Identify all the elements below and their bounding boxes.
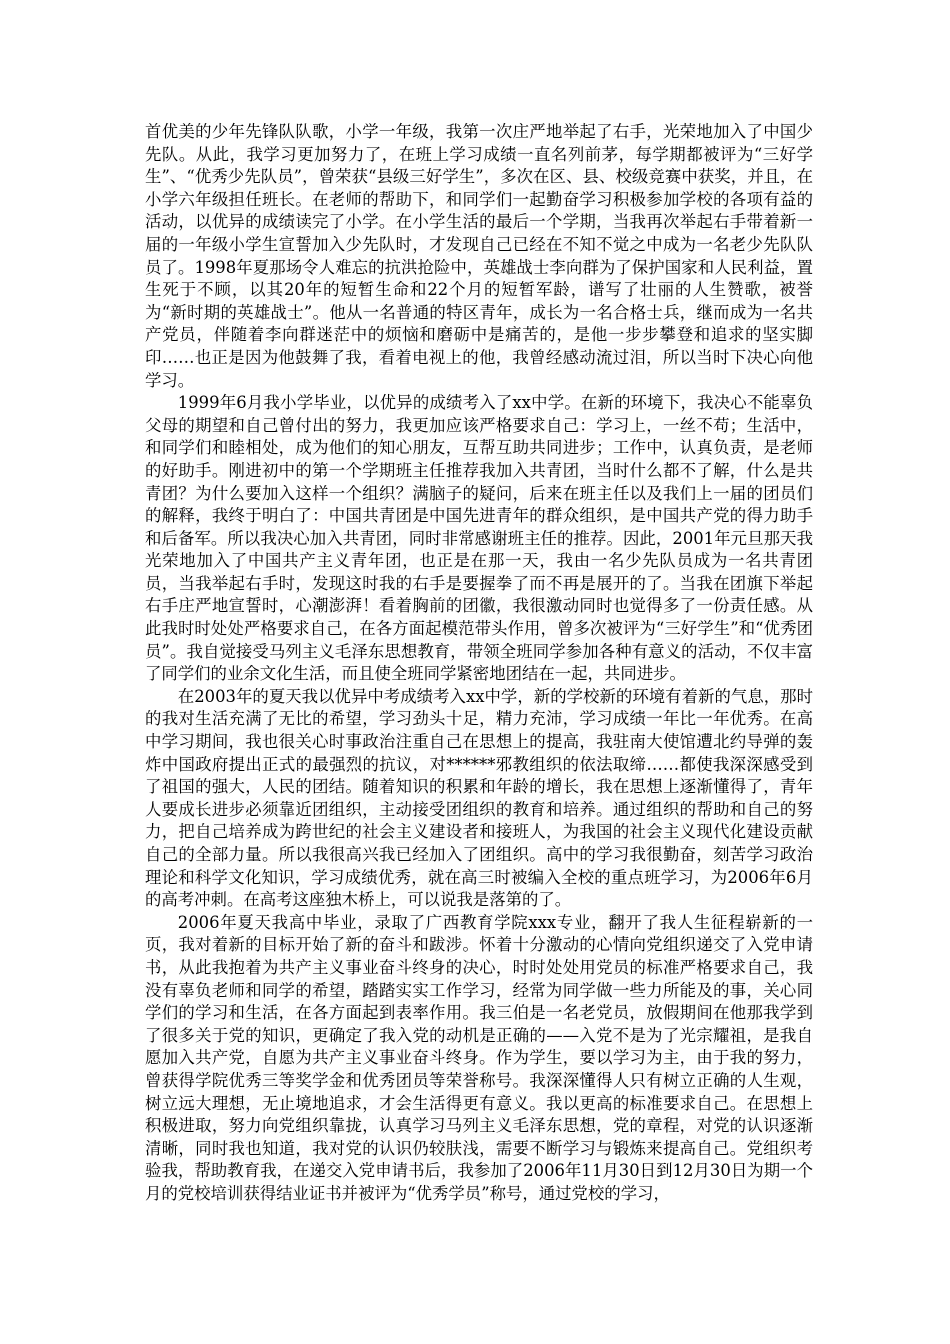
paragraph-primary-school: 首优美的少年先锋队队歌，小学一年级，我第一次庄严地举起了右手，光荣地加入了中国少先队。从此，我学习更加努力了，在班上学习成绩一直名列前茅，每学期都被评为“三好学生”、“优秀少先队员”，曾荣获“县级三好学生”，多次在区、县、校级竞赛中获奖，并且，在小学六年级担任班长。在老师的帮助下，和同学们一起勤奋学习积极参加学校的各项有益的活动，以优异的成绩读完了小学。在小学生活的最后一个学期，当我再次举起右手带着新一届的一年级小学生宣誓加入少先队时，才发现自己已经在不知不觉之中成为一名老少先队队员了。1998年夏那场令人难忘的抗洪抢险中，英雄战士李向群为了保护国家和人民利益，置生死于不顾，以其20年的短暂生命和22个月的短暂军龄，谱写了壮丽的人生赞歌，被誉为“新时期的英雄战士”。他从一名普通的特区青年，成长为一名合格士兵，继而成为一名共产党员，伴随着李向群迷茫中的烦恼和磨砺中是痛苦的，是他一步步攀登和追求的坚实脚印……也正是因为他鼓舞了我，看着电视上的他，我曾经感动流过泪，所以当时下决心向他学习。 xyxy=(145,122,813,390)
document-body xyxy=(145,121,813,1206)
paragraph-middle-school: 1999年6月我小学毕业，以优异的成绩考入了xx中学。在新的环境下，我决心不能辜负父母的期望和自己曾付出的努力，我更加应该严格要求自己：学习上，一丝不苟；生活中，和同学们和睦相处，成为他们的知心朋友，互帮互助共同进步；工作中，认真负责，是老师的好助手。刚进初中的第一个学期班主任推荐我加入共青团，当时什么都不了解，什么是共青团？为什么要加入这样一个组织？满脑子的疑问，后来在班主任以及我们上一届的团员们的解释，我终于明白了：中国共青团是中国先进青年的群众组织，是中国共产党的得力助手和后备军。所以我决心加入共青团，同时非常感谢班主任的推荐。因此，2001年元旦那天我光荣地加入了中国共产主义青年团，也正是在那一天，我由一名少先队员成为一名共青团员，当我举起右手时，发现这时我的右手是要握拳了而不再是展开的了。当我在团旗下举起右手庄严地宣誓时，心潮澎湃！看着胸前的团徽，我很激动同时也觉得多了一份责任感。从此我时时处处严格要求自己，在各方面起模范带头作用，曾多次被评为“三好学生”和“优秀团员”。我自觉接受马列主义毛泽东思想教育，带领全班同学参加各种有意义的活动，不仅丰富了同学们的业余文化生活，而且使全班同学紧密地团结在一起，共同进步。 xyxy=(145,393,813,684)
paragraph-high-school: 在2003年的夏天我以优异中考成绩考入xx中学，新的学校新的环境有着新的气息，那时的我对生活充满了无比的希望，学习劲头十足，精力充沛，学习成绩一年比一年优秀。在高中学习期间，我也很关心时事政治注重自己在思想上的提高，我驻南大使馆遭北约导弹的轰炸中国政府提出正式的最强烈的抗议，对******邪教组织的依法取缔……都使我深深感受到了祖国的强大，人民的团结。随着知识的积累和年龄的增长，我在思想上逐渐懂得了，青年人要成长进步必须靠近团组织，主动接受团组织的教育和培养。通过组织的帮助和自己的努力，把自己培养成为跨世纪的社会主义建设者和接班人，为我国的社会主义现代化建设贡献自己的全部力量。所以我很高兴我已经加入了团组织。高中的学习我很勤奋，刻苦学习政治理论和科学文化知识，学习成绩优秀，就在高三时被编入全校的重点班学习，为2006年6月的高考冲刺。在高考这座独木桥上，可以说我是落第的了。 xyxy=(145,686,813,910)
paragraph-college: 2006年夏天我高中毕业，录取了广西教育学院xxx专业，翻开了我人生征程崭新的一页，我对着新的目标开始了新的奋斗和跋涉。怀着十分激动的心情向党组织递交了入党申请书，从此我抱着为共产主义事业奋斗终身的决心，时时处处用党员的标准严格要求自己，我没有辜负老师和同学的希望，踏踏实实工作学习，经常为同学做一些力所能及的事，关心同学们的学习和生活，在各方面起到表率作用。我三伯是一名老党员，放假期间在他那我学到了很多关于党的知识，更确定了我入党的动机是正确的——入党不是为了光宗耀祖，是我自愿加入共产党，自愿为共产主义事业奋斗终身。作为学生，要以学习为主，由于我的努力，曾获得学院优秀三等奖学金和优秀团员等荣誉称号。我深深懂得人只有树立正确的人生观，树立远大理想，无止境地追求，才会生活得更有意义。我以更高的标准要求自己。在思想上积极进取，努力向党组织靠拢，认真学习马列主义毛泽东思想，党的章程，对党的认识逐渐清晰，同时我也知道，我对党的认识仍较肤浅，需要不断学习与锻炼来提高自己。党组织考验我，帮助教育我，在递交入党申请书后，我参加了2006年11月30日到12月30日为期一个月的党校培训获得结业证书并被评为“优秀学员”称号，通过党校的学习， xyxy=(145,912,813,1203)
